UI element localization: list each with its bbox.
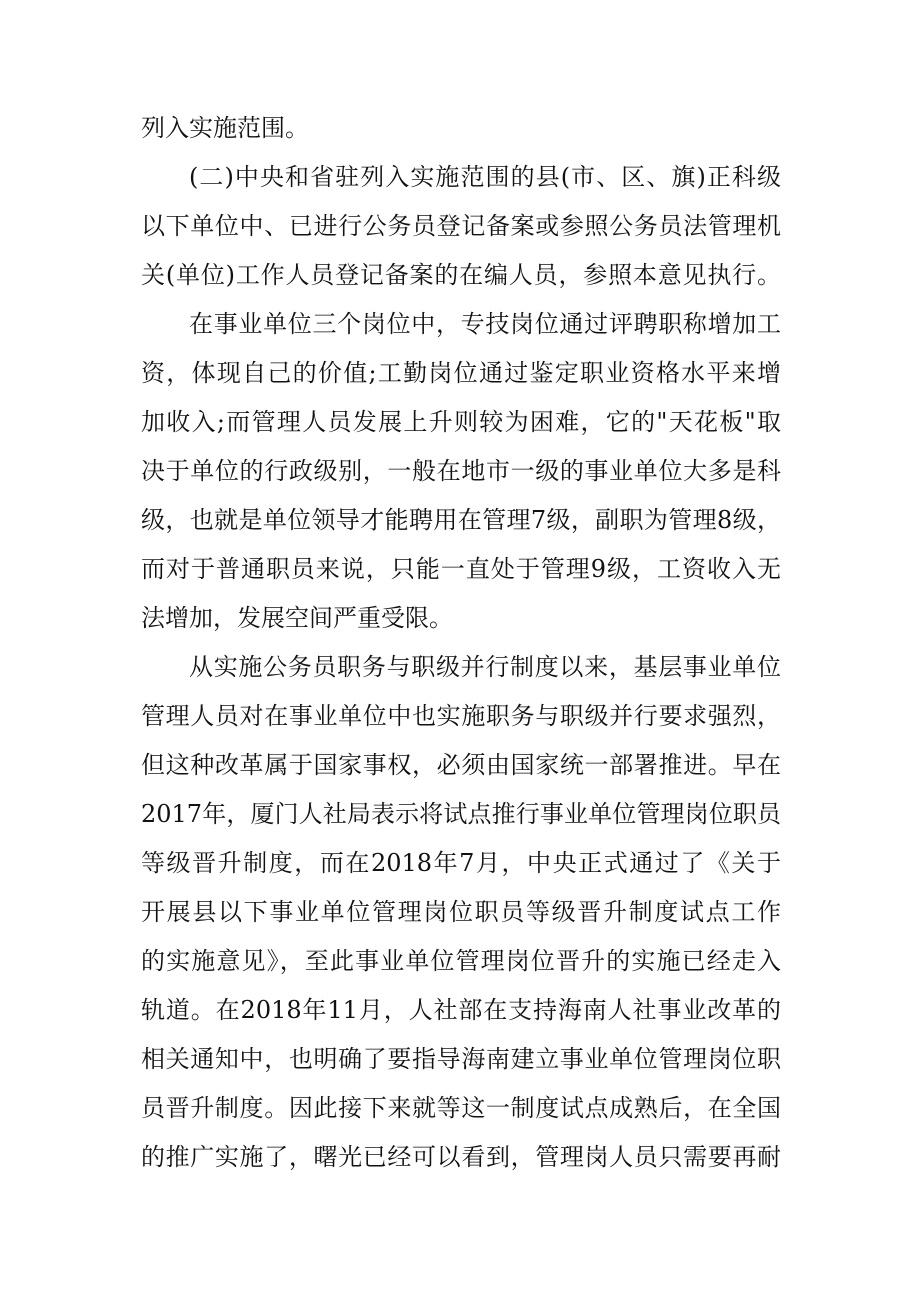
text-line: 资，体现自己的价值;工勤岗位通过鉴定职业资格水平来增 <box>141 359 781 387</box>
text-line: 关(单位)工作人员登记备案的在编人员，参照本意见执行。 <box>141 261 781 289</box>
text-line: 2017年，厦门人社局表示将试点推行事业单位管理岗位职员 <box>141 800 781 828</box>
text-line: 法增加，发展空间严重受限。 <box>141 604 453 632</box>
text-line: 员晋升制度。因此接下来就等这一制度试点成熟后，在全国 <box>141 1094 781 1122</box>
text-line: 但这种改革属于国家事权，必须由国家统一部署推进。早在 <box>141 751 781 779</box>
text-line: 的推广实施了，曙光已经可以看到，管理岗人员只需要再耐 <box>141 1143 781 1171</box>
text-line: (二)中央和省驻列入实施范围的县(市、区、旗)正科级 <box>189 163 781 191</box>
text-line: 以下单位中、已进行公务员登记备案或参照公务员法管理机 <box>141 212 781 240</box>
text-line: 的实施意见》，至此事业单位管理岗位晋升的实施已经走入 <box>141 947 781 975</box>
text-line: 级，也就是单位领导才能聘用在管理7级，副职为管理8级， <box>141 506 781 534</box>
text-line: 列入实施范围。 <box>141 114 309 142</box>
text-line: 开展县以下事业单位管理岗位职员等级晋升制度试点工作 <box>141 898 781 926</box>
text-line: 等级晋升制度，而在2018年7月，中央正式通过了《关于 <box>141 849 781 877</box>
text-line: 轨道。在2018年11月，人社部在支持海南人社事业改革的 <box>141 996 781 1024</box>
text-line: 管理人员对在事业单位中也实施职务与职级并行要求强烈， <box>141 702 781 730</box>
text-line: 决于单位的行政级别，一般在地市一级的事业单位大多是科 <box>141 457 781 485</box>
text-line: 从实施公务员职务与职级并行制度以来，基层事业单位 <box>189 653 781 681</box>
text-line: 相关通知中，也明确了要指导海南建立事业单位管理岗位职 <box>141 1045 781 1073</box>
text-line: 而对于普通职员来说，只能一直处于管理9级，工资收入无 <box>141 555 781 583</box>
text-line: 在事业单位三个岗位中，专技岗位通过评聘职称增加工 <box>189 310 781 338</box>
text-line: 加收入;而管理人员发展上升则较为困难，它的"天花板"取 <box>141 408 781 436</box>
